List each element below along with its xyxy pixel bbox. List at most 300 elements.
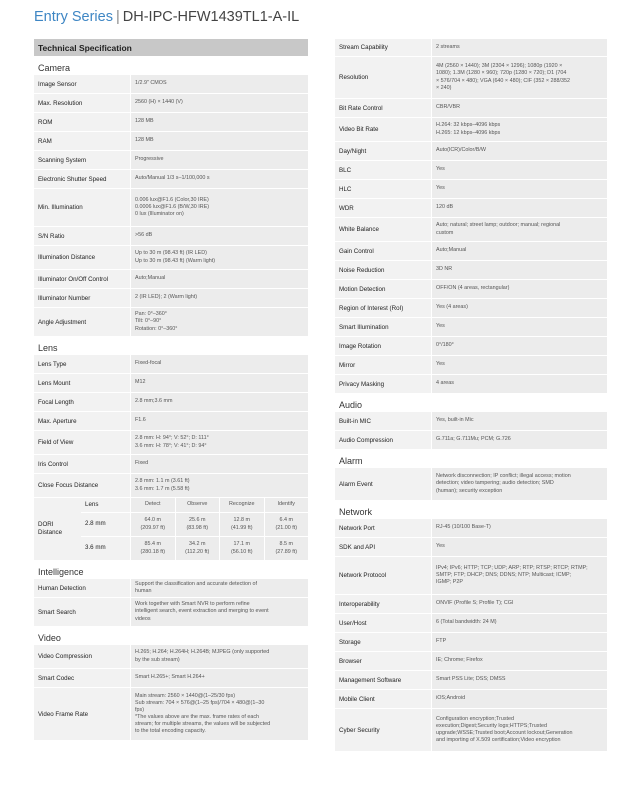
spec-value <box>431 57 607 98</box>
spec-label: Bit Rate Control <box>339 104 383 112</box>
spec-label: Smart Search <box>38 608 76 616</box>
dori-value-line: (280.18 ft) <box>140 548 166 555</box>
spec-value-line: Up to 30 m (98.43 ft) (Warm light) <box>135 257 216 264</box>
intelligence-table <box>34 579 308 626</box>
spec-value-line: custom <box>436 229 454 236</box>
spec-value-line: Fixed-focal <box>135 360 162 367</box>
spec-value-line: >56 dB <box>135 232 153 239</box>
spec-row-video-frame-rate <box>34 688 308 740</box>
spec-row-max-aperture <box>34 412 308 430</box>
spec-value <box>431 375 607 393</box>
spec-row-network-port <box>335 519 607 537</box>
spec-row-day-night <box>335 142 607 160</box>
spec-value <box>130 598 308 626</box>
section-camera: Camera <box>38 63 71 73</box>
spec-value-line: 2.8 mm: 1.1 m (3.61 ft) <box>135 478 190 485</box>
spec-label: Scanning System <box>38 156 87 164</box>
spec-label: WDR <box>339 204 354 212</box>
spec-label: Day/Night <box>339 147 367 155</box>
spec-label: ROM <box>38 118 53 126</box>
dori-value-line: (112.20 ft) <box>185 548 210 555</box>
spec-value <box>431 280 607 298</box>
spec-label: Browser <box>339 657 362 665</box>
spec-value-line: 0°/180° <box>436 342 454 349</box>
spec-label: Cyber Security <box>339 726 380 734</box>
spec-value <box>130 289 308 307</box>
spec-label: Video Compression <box>38 653 92 660</box>
spec-value-line: Sub stream: 704 × 576@(1–25 fps)/704 × 480@(1–30 <box>135 699 265 706</box>
spec-value-line: execution;Digest;Security logs;HTTPS;Trusted <box>436 722 547 729</box>
spec-row-video-compression <box>34 645 308 668</box>
spec-label: Human Detection <box>38 584 86 592</box>
dori-value-line: 12.8 m <box>233 517 250 524</box>
dori-value-line: (21.00 ft) <box>275 524 298 531</box>
section-intelligence: Intelligence <box>38 567 84 577</box>
spec-value-line: *The values above are the max. frame rates of each <box>135 714 260 720</box>
dori-value-line: 34.2 m <box>189 541 206 548</box>
spec-label: Iris Control <box>38 460 68 468</box>
video-continued-table <box>335 39 607 393</box>
spec-value <box>130 270 308 288</box>
spec-row-bit-rate-control <box>335 99 607 117</box>
spec-row-hlc <box>335 180 607 198</box>
spec-row-sdk-and-api <box>335 538 607 556</box>
dori-header-identify: Identify <box>264 498 309 512</box>
spec-value <box>431 431 607 449</box>
spec-label: Audio Compression <box>339 436 393 444</box>
spec-value <box>431 39 607 56</box>
spec-value-line: IE; Chrome; Firefox <box>436 657 483 664</box>
spec-value-line: Yes <box>436 543 445 550</box>
spec-value-line: Auto/Manual 1/3 s–1/100,000 s <box>135 175 210 182</box>
spec-value <box>130 474 308 497</box>
spec-value <box>431 412 607 430</box>
spec-value-line: 2.8 mm;3.6 mm <box>135 398 173 405</box>
spec-label: Field of View <box>38 439 74 446</box>
spec-value-line: 0.0006 lux@F1.6 (B/W,30 IRE) <box>135 203 210 210</box>
spec-label: SDK and API <box>339 543 376 551</box>
spec-row-close-focus-distance <box>34 474 308 497</box>
spec-value <box>431 161 607 179</box>
spec-row-cyber-security <box>335 709 607 751</box>
dori-value-line: 8.5 m <box>279 541 293 548</box>
spec-row-noise-reduction <box>335 261 607 279</box>
spec-value-line: Yes <box>436 185 445 192</box>
dori-value-line: 25.6 m <box>189 517 206 524</box>
spec-value <box>431 519 607 537</box>
spec-value-line: G.711a; G.711Mu; PCM; G.726 <box>436 436 511 443</box>
spec-row-browser <box>335 652 607 670</box>
spec-label: BLC <box>339 166 352 174</box>
spec-label: Region of Interest (RoI) <box>339 304 404 312</box>
dori-value-line: (27.89 ft) <box>275 548 298 555</box>
spec-label: Noise Reduction <box>339 266 385 274</box>
spec-value-line: IGMP; P2P <box>436 579 463 585</box>
dori-recognize <box>219 537 264 560</box>
spec-label: User/Host <box>339 619 367 627</box>
spec-label: Image Rotation <box>339 342 381 350</box>
spec-value-line: M12 <box>135 379 146 386</box>
spec-value <box>431 118 607 141</box>
spec-row-region-of-interest-roi <box>335 299 607 317</box>
spec-value-line: 4 areas <box>436 380 454 387</box>
spec-row-privacy-masking <box>335 375 607 393</box>
spec-value-line: CBR/VBR <box>436 104 460 111</box>
spec-label: Network Port <box>339 524 375 532</box>
spec-value-line: Auto; natural; street lamp; outdoor; manual; regional <box>436 222 561 229</box>
spec-value <box>130 645 308 668</box>
spec-label: Network Protocol <box>339 572 387 579</box>
spec-value <box>431 242 607 260</box>
model-number: DH-IPC-HFW1439TL1-A-IL <box>122 9 300 25</box>
lens-table <box>34 355 308 497</box>
spec-value-line: fps) <box>135 706 144 713</box>
spec-label: Illuminator On/Off Control <box>38 275 109 283</box>
spec-value <box>130 170 308 188</box>
spec-value <box>130 579 308 597</box>
spec-value-line: Auto;Manual <box>135 275 166 282</box>
spec-label: Video Frame Rate <box>38 710 89 718</box>
spec-row-illuminator-number <box>34 289 308 307</box>
dori-recognize <box>219 513 264 536</box>
section-audio: Audio <box>339 400 363 410</box>
header-separator: | <box>115 9 120 25</box>
spec-value <box>130 151 308 169</box>
spec-value-line: 1/2.9" CMOS <box>135 80 167 87</box>
spec-value-line: Pan: 0°–360° <box>135 311 167 318</box>
spec-label: Illuminator Number <box>38 294 91 302</box>
spec-label: Stream Capability <box>339 44 388 51</box>
dori-value-line: 64.0 m <box>144 517 161 524</box>
spec-value <box>431 142 607 160</box>
dori-header-lens: Lens <box>81 498 130 512</box>
dori-row-3-6-mm <box>81 536 308 560</box>
spec-value-line: SMTP; FTP; DHCP; DNS; DDNS; NTP; Multicast; ICMP; <box>436 571 572 578</box>
dori-value-line: (83.98 ft) <box>186 524 209 531</box>
spec-row-resolution <box>335 57 607 98</box>
spec-row-field-of-view <box>34 431 308 454</box>
spec-title: Technical Specification <box>34 39 308 56</box>
spec-label: Alarm Event <box>339 480 373 488</box>
spec-value-line: by the sub stream) <box>135 656 180 663</box>
spec-row-audio-compression <box>335 431 607 449</box>
spec-value-line: upgrade;WSSE;Trusted boot;Account lockout;Generation <box>436 730 573 736</box>
dori-value-line: 85.4 m <box>144 541 161 548</box>
spec-label: Smart Illumination <box>339 323 389 331</box>
spec-value-line: Main stream: 2560 × 1440@(1–25/30 fps) <box>135 692 236 699</box>
dori-value-line: 6.4 m <box>279 517 293 524</box>
spec-value-line: Network disconnection; IP conflict; illegal access; motion <box>436 473 571 480</box>
spec-label: HLC <box>339 185 352 193</box>
spec-label: Lens Type <box>38 360 67 368</box>
dori-lens: 3.6 mm <box>81 537 130 560</box>
dori-label-line1: DORI <box>38 520 54 528</box>
dori-body <box>81 512 308 560</box>
dori-detect <box>130 537 175 560</box>
spec-value-line: F1.6 <box>135 417 146 424</box>
spec-value <box>431 180 607 198</box>
spec-label: RAM <box>38 137 52 145</box>
spec-row-video-bit-rate <box>335 118 607 141</box>
spec-value-line: Configuration encryption;Trusted <box>436 715 515 722</box>
spec-value-line: Fixed <box>135 460 149 467</box>
spec-value-line: IPv4; IPv6; HTTP; TCP; UDP; ARP; RTP; RTSP; RTCP; RTMP; <box>436 564 588 571</box>
spec-value <box>431 595 607 613</box>
spec-row-human-detection <box>34 579 308 597</box>
dori-lens: 2.8 mm <box>81 513 130 536</box>
series-name: Entry Series <box>34 9 113 25</box>
spec-value-line: videos <box>135 615 151 622</box>
spec-value-line: Yes (4 areas) <box>436 304 468 311</box>
spec-value <box>431 356 607 374</box>
spec-value-line: and importing of X.509 certification;Video encryption <box>436 737 561 744</box>
spec-label: Image Sensor <box>38 80 77 88</box>
spec-value-line: × 576/704 × 480); VGA (640 × 480); CIF (352 × 288/352 <box>436 77 570 84</box>
dori-value-line: 17.1 m <box>233 541 250 548</box>
spec-row-smart-search <box>34 598 308 626</box>
spec-row-storage <box>335 633 607 651</box>
spec-value <box>431 468 607 500</box>
spec-row-illumination-distance <box>34 246 308 269</box>
spec-row-mobile-client <box>335 690 607 708</box>
spec-row-gain-control <box>335 242 607 260</box>
section-alarm: Alarm <box>339 456 363 466</box>
spec-label: Interoperability <box>339 600 380 608</box>
spec-value <box>431 337 607 355</box>
spec-value <box>130 113 308 131</box>
dori-observe <box>175 537 220 560</box>
dori-value-line: (41.99 ft) <box>230 524 253 531</box>
spec-value <box>431 614 607 632</box>
spec-value-line: 128 MB <box>135 118 154 125</box>
spec-value <box>431 690 607 708</box>
section-video: Video <box>38 633 61 643</box>
spec-value-line: Yes, built-in Mic <box>436 417 474 424</box>
spec-row-focal-length <box>34 393 308 411</box>
spec-value-line: 0 lux (Illuminator on) <box>135 211 184 217</box>
spec-value <box>431 261 607 279</box>
spec-value <box>130 308 308 336</box>
spec-label: Motion Detection <box>339 285 386 293</box>
dori-header-detect: Detect <box>130 498 175 512</box>
spec-row-mirror <box>335 356 607 374</box>
dori-header-observe: Observe <box>175 498 220 512</box>
spec-value-line: 2 (IR LED); 2 (Warm light) <box>135 294 198 301</box>
dori-table <box>34 498 308 560</box>
spec-row-user-host <box>335 614 607 632</box>
spec-row-electronic-shutter-speed <box>34 170 308 188</box>
spec-value <box>431 299 607 317</box>
spec-value <box>130 455 308 473</box>
spec-label: White Balance <box>339 226 379 233</box>
spec-value-line: Smart H.265+; Smart H.264+ <box>135 674 205 681</box>
spec-value <box>130 412 308 430</box>
spec-label: Built-in MIC <box>339 417 371 425</box>
spec-value-line: Tilt: 0°–90° <box>135 318 162 325</box>
spec-value-line: 3D NR <box>436 266 453 273</box>
spec-value-line: Progressive <box>135 156 164 163</box>
section-network: Network <box>339 507 373 517</box>
spec-row-white-balance <box>335 218 607 241</box>
dori-observe <box>175 513 220 536</box>
spec-label: Storage <box>339 638 361 646</box>
spec-value-line: stream; for multiple streams, the values will be subjected <box>135 721 271 728</box>
spec-row-image-sensor <box>34 75 308 93</box>
spec-value <box>130 355 308 373</box>
spec-label: S/N Ratio <box>38 232 65 240</box>
spec-value <box>130 246 308 269</box>
spec-value-line: 4M (2560 × 1440); 3M (2304 × 1296); 1080p (1920 × <box>436 63 563 70</box>
spec-row-network-protocol <box>335 557 607 594</box>
spec-value <box>431 652 607 670</box>
spec-row-blc <box>335 161 607 179</box>
spec-label: Video Bit Rate <box>339 126 379 133</box>
spec-value-line: 3.6 mm: H: 78°; V: 41°; D: 94° <box>135 442 207 449</box>
spec-row-alarm-event <box>335 468 607 500</box>
section-lens: Lens <box>38 343 58 353</box>
spec-value-line: Yes <box>436 166 445 173</box>
spec-value-line: 0.006 lux@F1.6 (Color,30 IRE) <box>135 196 209 203</box>
spec-label: Min. Illumination <box>38 204 83 211</box>
spec-row-wdr <box>335 199 607 217</box>
dori-identify <box>264 537 309 560</box>
spec-value-line: Up to 30 m (98.43 ft) (IR LED) <box>135 250 207 257</box>
spec-label: Lens Mount <box>38 379 71 387</box>
spec-value-line: Auto;Manual <box>436 247 467 254</box>
spec-value <box>130 431 308 454</box>
spec-row-built-in-mic <box>335 412 607 430</box>
spec-value-line: iOS;Android <box>436 695 466 702</box>
spec-label: Mobile Client <box>339 695 375 703</box>
spec-row-illuminator-on-off-control <box>34 270 308 288</box>
dori-header-row <box>81 498 308 512</box>
spec-value-line: 1080); 1.3M (1280 × 960); 720p (1280 × 720); D1 (704 <box>436 70 567 77</box>
network-table <box>335 519 607 751</box>
spec-row-lens-mount <box>34 374 308 392</box>
dori-header-recognize: Recognize <box>219 498 264 512</box>
spec-value <box>130 189 308 226</box>
spec-value <box>431 538 607 556</box>
dori-detect <box>130 513 175 536</box>
spec-row-interoperability <box>335 595 607 613</box>
spec-value <box>130 227 308 245</box>
spec-value-line: × 240) <box>436 84 452 91</box>
spec-value-line: 128 MB <box>135 137 154 144</box>
spec-row-image-rotation <box>335 337 607 355</box>
spec-value-line: Yes <box>436 323 445 330</box>
spec-value-line: ONVIF (Profile S; Profile T); CGI <box>436 600 514 607</box>
dori-row-2-8-mm <box>81 512 308 536</box>
audio-table <box>335 412 607 449</box>
spec-value <box>431 218 607 241</box>
spec-value-line: 2560 (H) × 1440 (V) <box>135 99 183 106</box>
spec-row-lens-type <box>34 355 308 373</box>
spec-value-line: Work together with Smart NVR to perform refine <box>135 601 250 608</box>
spec-value <box>431 99 607 117</box>
spec-value-line: Yes <box>436 361 445 368</box>
spec-value <box>130 94 308 112</box>
spec-value-line: H.264: 32 kbps–4096 kbps <box>436 122 501 129</box>
spec-value <box>431 199 607 217</box>
spec-row-management-software <box>335 671 607 689</box>
spec-row-motion-detection <box>335 280 607 298</box>
spec-label: Management Software <box>339 676 402 684</box>
spec-value <box>130 393 308 411</box>
spec-value-line: FTP <box>436 638 447 645</box>
spec-value-line: detection; video tampering; audio detection; SMD <box>436 480 554 487</box>
spec-value-line: Rotation: 0°–360° <box>135 325 178 332</box>
spec-value <box>431 633 607 651</box>
spec-row-ram <box>34 132 308 150</box>
spec-label: Privacy Masking <box>339 380 385 388</box>
spec-value <box>130 688 308 740</box>
spec-value <box>130 669 308 687</box>
spec-value-line: H.265: 12 kbps–4096 kbps <box>436 129 501 136</box>
spec-value-line: RJ-45 (10/100 Base-T) <box>436 524 491 531</box>
spec-row-max-resolution <box>34 94 308 112</box>
spec-value-line: 6 (Total bandwidth: 24 M) <box>436 619 497 626</box>
spec-value-line: intelligent search, event extraction and merging to event <box>135 608 269 615</box>
dori-grid <box>81 498 308 560</box>
spec-row-rom <box>34 113 308 131</box>
spec-row-smart-codec <box>34 669 308 687</box>
video-table <box>34 645 308 740</box>
spec-label: Focal Length <box>38 398 74 406</box>
spec-row-iris-control <box>34 455 308 473</box>
right-column <box>335 39 607 752</box>
spec-value <box>130 75 308 93</box>
spec-row-stream-capability <box>335 39 607 56</box>
spec-label: Illumination Distance <box>38 254 96 261</box>
spec-value-line: Support the classification and accurate detection of <box>135 580 257 587</box>
spec-label: Gain Control <box>339 247 374 255</box>
dori-value-line: (209.97 ft) <box>140 524 166 531</box>
spec-value <box>431 318 607 336</box>
spec-value-line: H.265; H.264; H.264H; H.264B; MJPEG (only supported <box>135 649 270 656</box>
spec-label: Electronic Shutter Speed <box>38 175 107 183</box>
spec-row-s-n-ratio <box>34 227 308 245</box>
camera-table <box>34 75 308 336</box>
spec-row-scanning-system <box>34 151 308 169</box>
spec-value-line: Auto(ICR)/Color/B/W <box>436 147 487 154</box>
spec-label: Resolution <box>339 74 369 81</box>
spec-value <box>130 374 308 392</box>
spec-label: Max. Aperture <box>38 417 77 425</box>
spec-value-line: 3.6 mm: 1.7 m (5.58 ft) <box>135 485 190 492</box>
spec-label: Mirror <box>339 361 356 369</box>
spec-label: Max. Resolution <box>38 99 83 107</box>
dori-identify <box>264 513 309 536</box>
dori-value-line: (56.10 ft) <box>230 548 253 555</box>
spec-value <box>431 557 607 594</box>
spec-value-line: to the total encoding capacity. <box>135 728 206 735</box>
left-column <box>34 39 308 741</box>
spec-row-min-illumination <box>34 189 308 226</box>
spec-value-line: OFF/ON (4 areas, rectangular) <box>436 285 510 292</box>
spec-row-smart-illumination <box>335 318 607 336</box>
page-header <box>34 9 299 25</box>
spec-value-line: 2 streams <box>436 43 460 50</box>
spec-value-line: Smart PSS Lite; DSS; DMSS <box>436 676 506 683</box>
spec-value-line: 120 dB <box>436 204 454 211</box>
spec-label: Angle Adjustment <box>38 318 87 326</box>
spec-value <box>431 709 607 751</box>
spec-value-line: human <box>135 588 152 594</box>
spec-value <box>130 132 308 150</box>
spec-value-line: (human); security exception <box>436 487 503 494</box>
dori-label-line2: Distance <box>38 529 63 536</box>
spec-label: Close Focus Distance <box>38 482 99 489</box>
